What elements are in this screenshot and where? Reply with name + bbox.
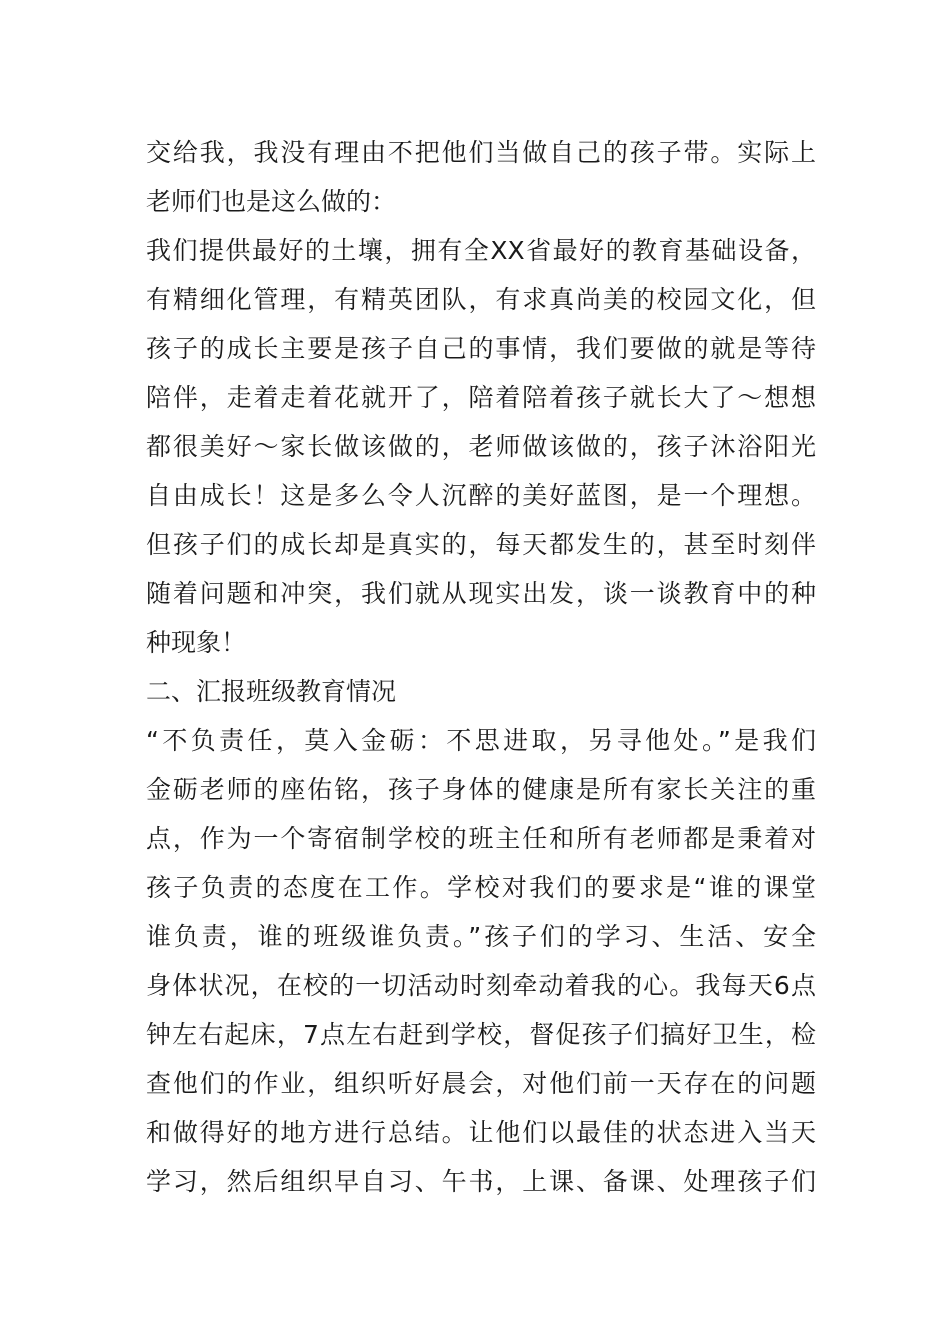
text-line: 我们提供最好的土壤，拥有全XX省最好的教育基础设备， [146, 236, 816, 265]
text-line: 自由成长！这是多么令人沉醉的美好蓝图，是一个理想。 [146, 481, 816, 510]
text-line: 但孩子们的成长却是真实的，每天都发生的，甚至时刻伴 [146, 530, 816, 559]
body-text [146, 128, 816, 1206]
text-line: 和做得好的地方进行总结。让他们以最佳的状态进入当天 [146, 1118, 816, 1147]
text-line: 孩子的成长主要是孩子自己的事情，我们要做的就是等待 [146, 334, 816, 363]
text-line: 身体状况，在校的一切活动时刻牵动着我的心。我每天6点 [146, 971, 816, 1000]
section-heading: 二、汇报班级教育情况 [146, 677, 397, 706]
text-line: 孩子负责的态度在工作。学校对我们的要求是“谁的课堂 [146, 873, 816, 902]
text-line: 老师们也是这么做的： [146, 187, 397, 216]
text-line: 点，作为一个寄宿制学校的班主任和所有老师都是秉着对 [146, 824, 816, 853]
text-line: 金砺老师的座佑铭，孩子身体的健康是所有家长关注的重 [146, 775, 816, 804]
text-line: 钟左右起床，7点左右赶到学校，督促孩子们搞好卫生，检 [146, 1020, 816, 1049]
text-line: 交给我，我没有理由不把他们当做自己的孩子带。实际上 [146, 138, 816, 167]
text-line: 查他们的作业，组织听好晨会，对他们前一天存在的问题 [146, 1069, 816, 1098]
text-line: 种现象！ [146, 628, 247, 657]
text-line: 都很美好～家长做该做的，老师做该做的，孩子沐浴阳光 [146, 432, 816, 461]
text-line: 学习，然后组织早自习、午书，上课、备课、处理孩子们 [146, 1167, 816, 1196]
text-line: 陪伴，走着走着花就开了，陪着陪着孩子就长大了～想想 [146, 383, 816, 412]
text-line: 有精细化管理，有精英团队，有求真尚美的校园文化，但 [146, 285, 816, 314]
text-line: 谁负责，谁的班级谁负责。”孩子们的学习、生活、安全 [146, 922, 816, 951]
text-line: 随着问题和冲突，我们就从现实出发，谈一谈教育中的种 [146, 579, 816, 608]
text-line: “不负责任，莫入金砺：不思进取，另寻他处。”是我们 [146, 726, 816, 755]
